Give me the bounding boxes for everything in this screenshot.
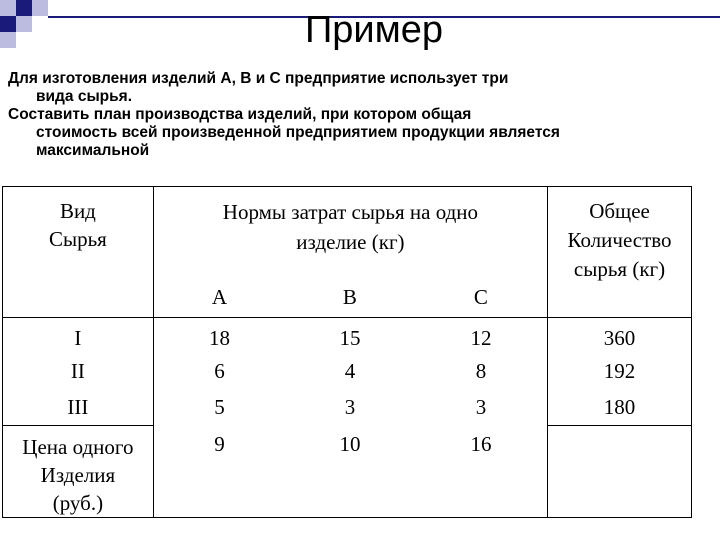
norm-a: 6 [153, 353, 285, 389]
task-line: вида сырья. [36, 88, 133, 105]
norm-b: 4 [344, 359, 356, 383]
total-amount: 360 [548, 317, 692, 353]
task-line: Составить план производства изделий, при котором общая [8, 106, 472, 123]
price-label-text: (руб.) [52, 490, 104, 515]
price-a: 9 [153, 425, 285, 517]
norm-c: 8 [475, 359, 487, 383]
norm-a: 5 [153, 389, 285, 425]
header-total [548, 187, 692, 318]
header-norms [153, 187, 547, 258]
total-amount: 192 [548, 353, 692, 389]
header-text: Общее [589, 199, 650, 223]
norm-b: 15 [339, 325, 361, 350]
header-text: Количество [567, 228, 672, 252]
norm-c: 12 [470, 325, 492, 350]
header-material-type [3, 187, 154, 318]
header-text: Сырья [48, 227, 107, 251]
price-label-text: Изделия [40, 462, 116, 487]
task-description [8, 70, 714, 160]
price-total [548, 425, 692, 517]
raw-materials-table [2, 186, 692, 518]
task-line: максимальной [36, 142, 150, 159]
price-label [3, 425, 154, 517]
header-text: сырья (кг) [573, 257, 666, 281]
price-label-text: Цена одного [22, 434, 134, 459]
material-type: II [3, 353, 154, 389]
norm-a: 18 [153, 317, 285, 353]
norm-c: 3 [475, 395, 487, 419]
price-c: 16 [415, 425, 548, 517]
header-product-b: B [285, 257, 415, 317]
header-product-c: C [415, 257, 548, 317]
slide-title: Пример [304, 9, 444, 51]
header-product-a: A [153, 257, 285, 317]
header-text: Вид [59, 199, 96, 223]
task-line: Для изготовления изделий A, B и C предприятие использует три [8, 70, 509, 87]
task-line: стоимость всей произведенной предприятием продукции является [36, 124, 560, 141]
total-amount: 180 [548, 389, 692, 425]
material-type: III [3, 389, 154, 425]
header-text: Нормы затрат сырья на одно [222, 200, 479, 224]
material-type: I [3, 317, 154, 353]
norm-b: 3 [344, 395, 356, 419]
price-b: 10 [285, 425, 415, 517]
header-text: изделие (кг) [296, 230, 405, 254]
